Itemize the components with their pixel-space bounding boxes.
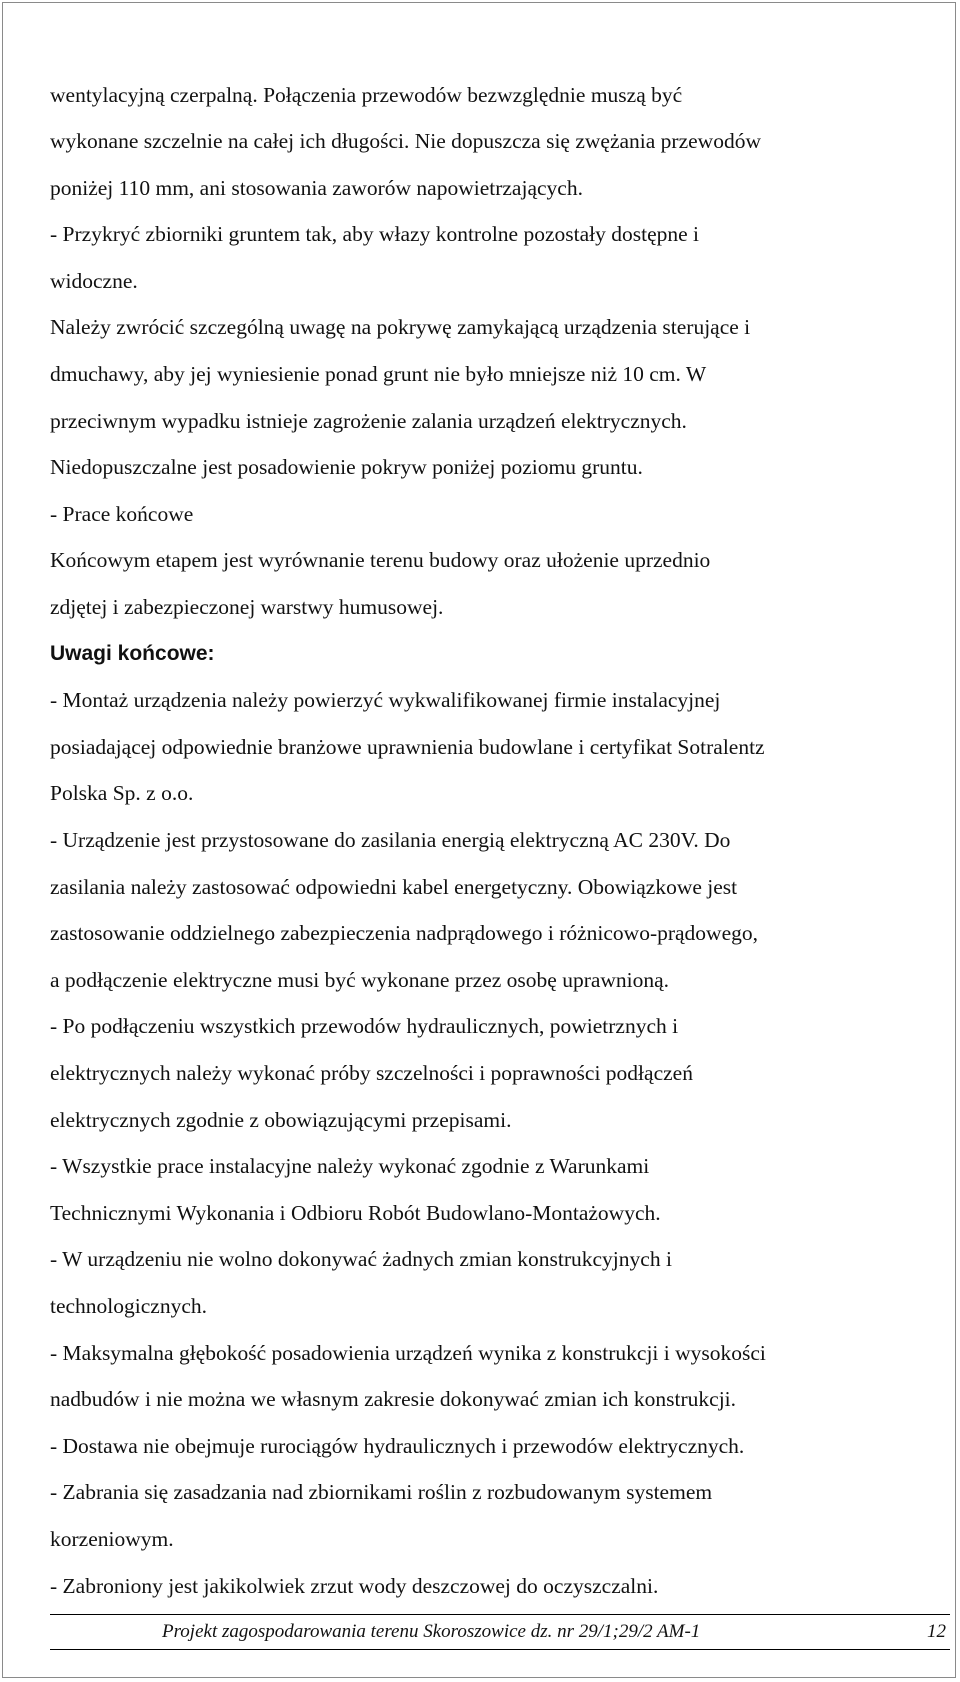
text-line: wentylacyjną czerpalną. Połączenia przewodów bezwzględnie muszą być bbox=[50, 82, 683, 107]
text-line: - Zabroniony jest jakikolwiek zrzut wody deszczowej do oczyszczalni. bbox=[50, 1573, 659, 1598]
text-line: Technicznymi Wykonania i Odbioru Robót Budowlano-Montażowych. bbox=[50, 1200, 661, 1225]
text-line: - Montaż urządzenia należy powierzyć wykwalifikowanej firmie instalacyjnej bbox=[50, 688, 721, 713]
text-line: wykonane szczelnie na całej ich długości. Nie dopuszcza się zwężania przewodów bbox=[50, 129, 761, 154]
text-line: widoczne. bbox=[50, 268, 138, 293]
text-line: Niedopuszczalne jest posadowienie pokryw poniżej poziomu gruntu. bbox=[50, 455, 643, 480]
section-heading-final-remarks: Uwagi końcowe: bbox=[50, 641, 215, 665]
text-line: elektrycznych zgodnie z obowiązującymi przepisami. bbox=[50, 1107, 512, 1132]
document-body bbox=[50, 72, 940, 1610]
page-number: 12 bbox=[927, 1621, 946, 1642]
text-line: technologicznych. bbox=[50, 1293, 208, 1318]
text-line: - Przykryć zbiorniki gruntem tak, aby włazy kontrolne pozostały dostępne i bbox=[50, 222, 700, 247]
text-line: - Po podłączeniu wszystkich przewodów hydraulicznych, powietrznych i bbox=[50, 1014, 679, 1039]
text-line: - Wszystkie prace instalacyjne należy wykonać zgodnie z Warunkami bbox=[50, 1154, 650, 1179]
text-line: zdjętej i zabezpieczonej warstwy humusowej. bbox=[50, 595, 444, 620]
text-line: - Dostawa nie obejmuje rurociągów hydraulicznych i przewodów elektrycznych. bbox=[50, 1433, 745, 1458]
text-line: poniżej 110 mm, ani stosowania zaworów napowietrzających. bbox=[50, 175, 583, 200]
text-line: - Urządzenie jest przystosowane do zasilania energią elektryczną AC 230V. Do bbox=[50, 828, 731, 852]
text-line: dmuchawy, aby jej wyniesienie ponad grunt nie było mniejsze niż 10 cm. W bbox=[50, 362, 707, 387]
text-line: Należy zwrócić szczególną uwagę na pokrywę zamykającą urządzenia sterujące i bbox=[50, 315, 751, 340]
text-line: posiadającej odpowiednie branżowe uprawnienia budowlane i certyfikat Sotralentz bbox=[50, 734, 765, 759]
text-line: korzeniowym. bbox=[50, 1526, 174, 1551]
page-footer bbox=[50, 1614, 950, 1650]
text-line: zasilania należy zastosować odpowiedni kabel energetyczny. Obowiązkowe jest bbox=[50, 874, 738, 899]
text-line: Końcowym etapem jest wyrównanie terenu budowy oraz ułożenie uprzednio bbox=[50, 548, 711, 573]
footer-project-title: Projekt zagospodarowania terenu Skoroszowice dz. nr 29/1;29/2 AM-1 bbox=[162, 1621, 701, 1642]
section-item-final-works: - Prace końcowe bbox=[50, 501, 194, 526]
text-line: Polska Sp. z o.o. bbox=[50, 781, 194, 806]
text-line: zastosowanie oddzielnego zabezpieczenia nadprądowego i różnicowo-prądowego, bbox=[50, 921, 758, 946]
text-line: - Maksymalna głębokość posadowienia urządzeń wynika z konstrukcji i wysokości bbox=[50, 1340, 766, 1365]
text-line: nadbudów i nie można we własnym zakresie dokonywać zmian ich konstrukcji. bbox=[50, 1387, 737, 1412]
text-line: przeciwnym wypadku istnieje zagrożenie zalania urządzeń elektrycznych. bbox=[50, 408, 687, 433]
text-line: - W urządzeniu nie wolno dokonywać żadnych zmian konstrukcyjnych i bbox=[50, 1247, 672, 1272]
text-line: elektrycznych należy wykonać próby szczelności i poprawności podłączeń bbox=[50, 1060, 693, 1085]
text-line: - Zabrania się zasadzania nad zbiornikami roślin z rozbudowanym systemem bbox=[50, 1480, 713, 1505]
text-line: a podłączenie elektryczne musi być wykonane przez osobę uprawnioną. bbox=[50, 967, 670, 992]
